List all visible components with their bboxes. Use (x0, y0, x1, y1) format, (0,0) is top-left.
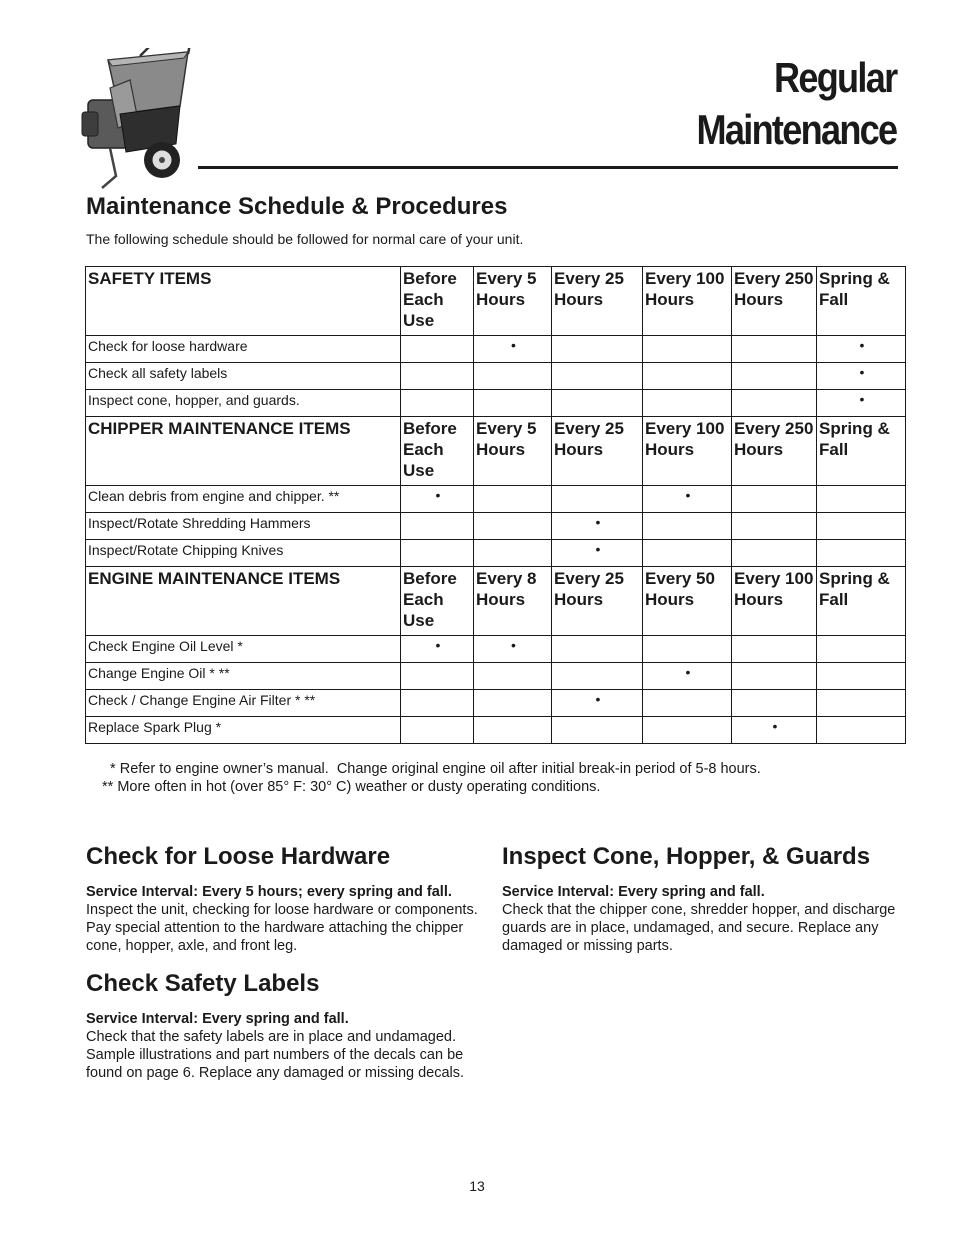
schedule-mark (474, 390, 552, 417)
schedule-mark (643, 717, 732, 744)
table-row (86, 363, 906, 390)
schedule-mark (732, 336, 817, 363)
loose-hardware-section (86, 843, 486, 955)
task-label: Check / Change Engine Air Filter * ** (86, 690, 401, 717)
schedule-mark (401, 663, 474, 690)
schedule-mark (817, 663, 906, 690)
section-title: CHIPPER MAINTENANCE ITEMS (86, 417, 401, 486)
task-label: Change Engine Oil * ** (86, 663, 401, 690)
loose-hardware-heading: Check for Loose Hardware (86, 843, 391, 870)
interval-column-header: Every 25 Hours (552, 567, 643, 636)
schedule-mark (552, 663, 643, 690)
schedule-mark: • (401, 486, 474, 513)
schedule-mark (474, 540, 552, 567)
schedule-mark: • (474, 636, 552, 663)
schedule-mark (732, 636, 817, 663)
safety-labels-heading: Check Safety Labels (86, 970, 320, 997)
schedule-mark (643, 690, 732, 717)
schedule-mark: • (817, 336, 906, 363)
interval-column-header: Before Each Use (401, 267, 474, 336)
footnote-single-star: * Refer to engine owner’s manual. Change original engine oil after initial break-in period of 5-8 hours. (102, 761, 761, 777)
task-label: Inspect/Rotate Shredding Hammers (86, 513, 401, 540)
table-row (86, 486, 906, 513)
schedule-footnotes (102, 760, 761, 796)
cone-hopper-heading: Inspect Cone, Hopper, & Guards (502, 843, 871, 870)
schedule-mark (817, 486, 906, 513)
schedule-mark (401, 390, 474, 417)
schedule-mark (552, 336, 643, 363)
schedule-mark (401, 363, 474, 390)
schedule-mark (552, 717, 643, 744)
safety-labels-section (86, 970, 486, 1082)
interval-column-header: Every 100 Hours (732, 567, 817, 636)
loose-hardware-interval: Service Interval: Every 5 hours; every spring and fall. (86, 884, 452, 900)
schedule-mark (817, 540, 906, 567)
schedule-mark: • (817, 390, 906, 417)
interval-column-header: Before Each Use (401, 567, 474, 636)
schedule-mark (401, 690, 474, 717)
schedule-section-header (86, 267, 906, 336)
schedule-mark (732, 363, 817, 390)
schedule-mark (732, 540, 817, 567)
schedule-mark (732, 486, 817, 513)
interval-column-header: Every 8 Hours (474, 567, 552, 636)
section-title: ENGINE MAINTENANCE ITEMS (86, 567, 401, 636)
task-label: Inspect/Rotate Chipping Knives (86, 540, 401, 567)
schedule-intro: The following schedule should be followed for normal care of your unit. (86, 231, 524, 247)
task-label: Check for loose hardware (86, 336, 401, 363)
schedule-mark (643, 636, 732, 663)
interval-column-header: Spring & Fall (817, 567, 906, 636)
schedule-mark (732, 513, 817, 540)
loose-hardware-body: Inspect the unit, checking for loose hardware or components. Pay special attention to the hardware attaching the chipper cone, hopper, axle, and front leg. (86, 902, 478, 954)
schedule-mark (817, 717, 906, 744)
interval-column-header: Every 250 Hours (732, 267, 817, 336)
task-label: Replace Spark Plug * (86, 717, 401, 744)
interval-column-header: Every 25 Hours (552, 417, 643, 486)
schedule-mark (474, 486, 552, 513)
interval-column-header: Every 100 Hours (643, 267, 732, 336)
schedule-mark: • (552, 513, 643, 540)
table-row (86, 636, 906, 663)
schedule-mark (643, 390, 732, 417)
schedule-mark (474, 513, 552, 540)
interval-column-header: Every 25 Hours (552, 267, 643, 336)
schedule-mark (732, 690, 817, 717)
schedule-mark (643, 336, 732, 363)
schedule-mark: • (401, 636, 474, 663)
page-title (696, 52, 896, 156)
schedule-mark (552, 363, 643, 390)
schedule-mark (401, 717, 474, 744)
task-label: Check Engine Oil Level * (86, 636, 401, 663)
procedures-left-column (86, 843, 486, 1097)
page-number: 13 (469, 1178, 485, 1194)
cone-hopper-section (502, 843, 902, 955)
schedule-mark (401, 336, 474, 363)
schedule-mark (401, 513, 474, 540)
schedule-mark (643, 540, 732, 567)
schedule-mark (552, 486, 643, 513)
table-row (86, 513, 906, 540)
schedule-mark: • (643, 663, 732, 690)
schedule-mark: • (474, 336, 552, 363)
schedule-mark (552, 636, 643, 663)
schedule-mark (401, 540, 474, 567)
interval-column-header: Every 100 Hours (643, 417, 732, 486)
interval-column-header: Every 5 Hours (474, 267, 552, 336)
schedule-mark (817, 513, 906, 540)
title-divider (198, 166, 898, 169)
schedule-mark: • (643, 486, 732, 513)
interval-column-header: Every 250 Hours (732, 417, 817, 486)
schedule-mark: • (817, 363, 906, 390)
schedule-mark (817, 690, 906, 717)
interval-column-header: Every 50 Hours (643, 567, 732, 636)
table-row (86, 717, 906, 744)
interval-column-header: Every 5 Hours (474, 417, 552, 486)
table-row (86, 690, 906, 717)
cone-hopper-body: Check that the chipper cone, shredder hopper, and discharge guards are in place, undamaged, and secure. Replace any damaged or missing parts. (502, 902, 896, 954)
schedule-mark (474, 363, 552, 390)
page-title-line2: Maintenance (696, 106, 896, 153)
interval-column-header: Spring & Fall (817, 417, 906, 486)
section-title: SAFETY ITEMS (86, 267, 401, 336)
schedule-mark: • (552, 540, 643, 567)
schedule-mark (474, 717, 552, 744)
maintenance-schedule-table (85, 266, 906, 744)
safety-labels-interval: Service Interval: Every spring and fall. (86, 1011, 349, 1027)
procedures-right-column (502, 843, 902, 970)
table-row (86, 540, 906, 567)
schedule-mark (732, 663, 817, 690)
schedule-mark (643, 513, 732, 540)
interval-column-header: Before Each Use (401, 417, 474, 486)
schedule-mark: • (552, 690, 643, 717)
interval-column-header: Spring & Fall (817, 267, 906, 336)
table-row (86, 390, 906, 417)
schedule-mark (732, 390, 817, 417)
schedule-mark (552, 390, 643, 417)
task-label: Clean debris from engine and chipper. ** (86, 486, 401, 513)
schedule-section-header (86, 417, 906, 486)
schedule-mark (474, 690, 552, 717)
task-label: Inspect cone, hopper, and guards. (86, 390, 401, 417)
schedule-heading: Maintenance Schedule & Procedures (86, 193, 508, 220)
table-row (86, 336, 906, 363)
safety-labels-body: Check that the safety labels are in place and undamaged. Sample illustrations and part numbers of the decals can be found on page 6. Replace any damaged or missing decals. (86, 1029, 465, 1081)
table-row (86, 663, 906, 690)
cone-hopper-interval: Service Interval: Every spring and fall. (502, 884, 765, 900)
footnote-double-star: ** More often in hot (over 85° F: 30° C) weather or dusty operating conditions. (102, 779, 601, 795)
task-label: Check all safety labels (86, 363, 401, 390)
schedule-mark (817, 636, 906, 663)
schedule-mark (474, 663, 552, 690)
chipper-shredder-icon (80, 48, 195, 193)
page-title-line1: Regular (773, 54, 896, 101)
schedule-mark: • (732, 717, 817, 744)
schedule-section-header (86, 567, 906, 636)
schedule-mark (643, 363, 732, 390)
